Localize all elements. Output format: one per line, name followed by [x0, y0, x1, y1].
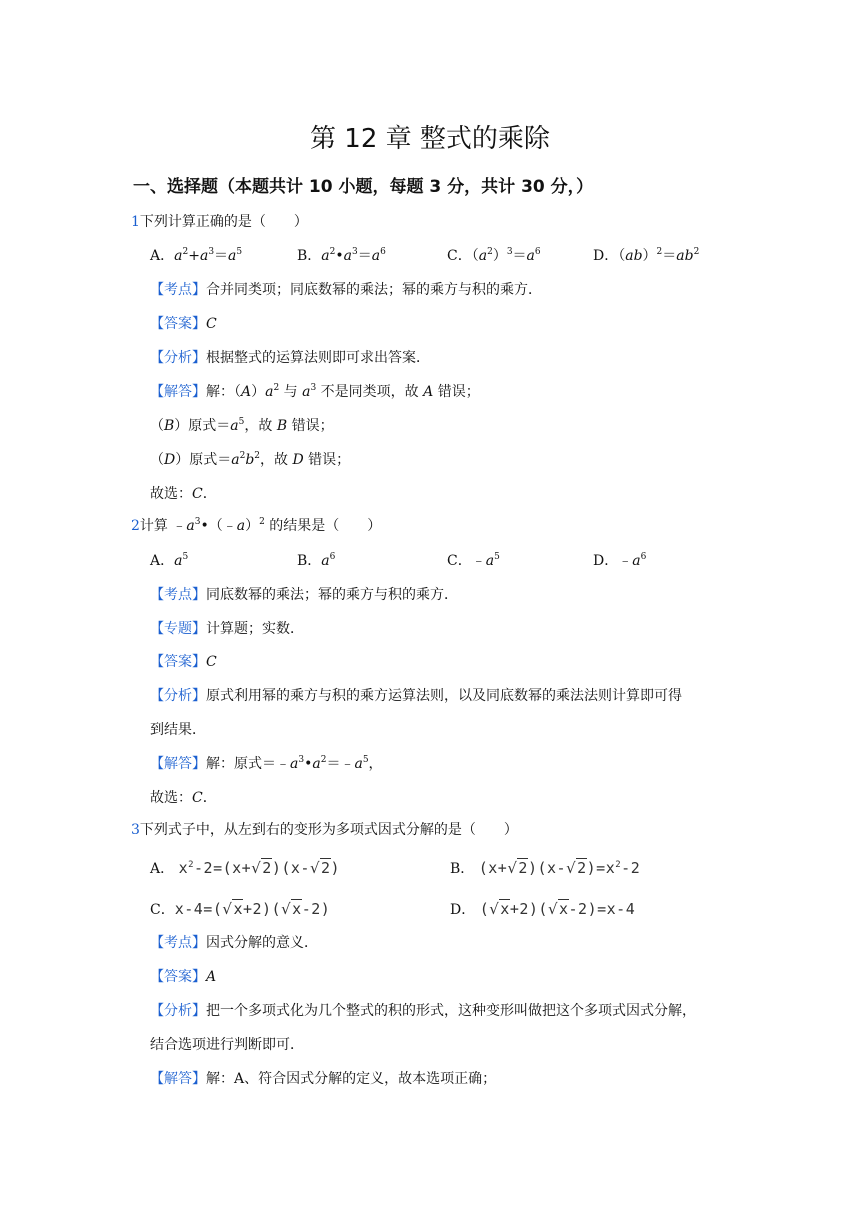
q1-option-b: B．$a^2•a^3=a^6$	[297, 247, 386, 264]
q2-answer: 【答案】C	[150, 654, 217, 670]
q3-jieda: 【解答】解：A、符合因式分解的定义，故本选项正确；	[150, 1071, 497, 1087]
q2-fenxi-cont: 到结果．	[150, 722, 206, 738]
question-number: 3	[131, 822, 140, 838]
question-2-stem: 2计算 $﹣a^3•(﹣a)^2$ 的结果是（ ）	[131, 517, 382, 534]
question-number: 2	[131, 518, 140, 534]
q2-jieda: 【解答】解：原式$=﹣a^3•a^2=﹣a^5$，	[150, 755, 383, 772]
q3-kaodian: 【考点】因式分解的意义．	[150, 935, 318, 951]
q1-option-c: C．$(a^2)^3=a^6$	[447, 247, 541, 264]
q3-fenxi-cont: 结合选项进行判断即可．	[150, 1037, 304, 1053]
q2-fenxi: 【分析】原式利用幂的乘方与积的乘方运算法则，以及同底数幂的乘法法则计算即可得	[150, 688, 682, 704]
section-heading: 一、选择题（本题共计 10 小题，每题 3 分，共计 30 分，）	[133, 177, 594, 197]
q2-option-a: A．$a^5$	[150, 552, 189, 569]
q2-option-d: D．$﹣a^6$	[593, 552, 647, 569]
q2-kaodian: 【考点】同底数幂的乘法；幂的乘方与积的乘方．	[150, 587, 458, 603]
question-number: 1	[131, 214, 140, 230]
q2-conclusion: 故选：C．	[150, 790, 217, 806]
q2-option-b: B．$a^6$	[297, 552, 336, 569]
q3-option-c: C．x-4=(√x+2)(√x-2)	[150, 900, 331, 918]
q1-jieda-d: （D）原式$=a^2b^2$，故 D 错误；	[150, 451, 351, 468]
q1-conclusion: 故选：C．	[150, 486, 217, 502]
q3-option-a: A． $x^2-2=(x+√2)(x-√2)$	[150, 859, 341, 877]
question-3-stem: 3下列式子中，从左到右的变形为多项式因式分解的是（ ）	[131, 822, 518, 838]
q1-option-d: D．$(ab)^2=ab^2$	[593, 247, 700, 264]
q2-zhuanti: 【专题】计算题；实数．	[150, 621, 304, 637]
q1-option-a: A．$a^2+a^3=a^5$	[150, 247, 243, 264]
q1-kaodian: 【考点】合并同类项；同底数幂的乘法；幂的乘方与积的乘方．	[150, 282, 542, 298]
q2-option-c: C．$﹣a^5$	[447, 552, 500, 569]
question-1-stem	[131, 212, 308, 232]
q3-option-d: D． (√x+2)(√x-2)=x-4	[450, 900, 636, 918]
q3-fenxi: 【分析】把一个多项式化为几个整式的积的形式，这种变形叫做把这个多项式因式分解，	[150, 1003, 696, 1019]
q1-jieda-b: （B）原式$=a^5$，故 B 错误；	[150, 417, 334, 434]
chapter-title: 第 12 章 整式的乘除	[310, 124, 550, 154]
question-text: 下列计算正确的是（ ）	[139, 214, 308, 230]
q1-jieda: 【解答】解：$(A)a^2$ 与 $a^3$ 不是同类项，故 A 错误；	[150, 383, 480, 400]
q3-answer: 【答案】A	[150, 969, 217, 985]
q1-answer: 【答案】C	[150, 316, 217, 332]
q3-option-b: B． $(x+√2)(x-√2)=x^2-2$	[450, 859, 641, 877]
q1-fenxi: 【分析】根据整式的运算法则即可求出答案．	[150, 350, 430, 366]
